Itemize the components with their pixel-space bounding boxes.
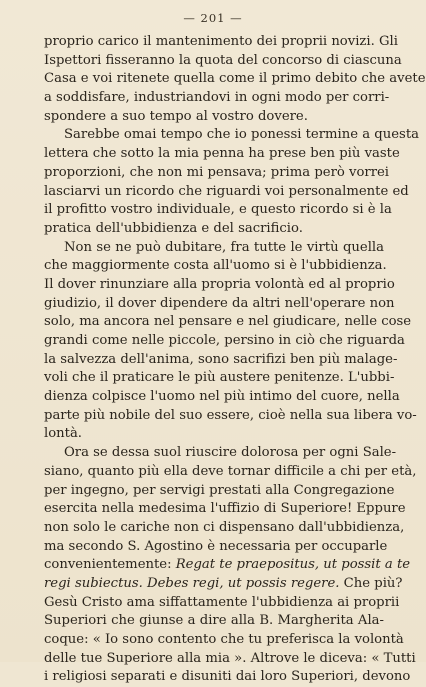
text-segment: Il dover rinunziare alla propria volontà ed al proprio — [44, 276, 395, 292]
text-segment: non solo le cariche non ci dispensano dall'ubbidienza, — [44, 519, 405, 535]
text-line — [44, 500, 406, 519]
text-line — [44, 33, 398, 52]
text-segment: i religiosi separati e disuniti dai loro Superiori, devono — [44, 669, 411, 685]
text-segment: proporzioni, che non mi pensava; prima però vorrei — [44, 164, 390, 180]
text-segment: Non se ne può dubitare, fra tutte le virtù quella — [64, 239, 384, 255]
latin-quote: regi subiectus. Debes regi, ut possis regere. — [44, 575, 340, 591]
latin-quote: Regat te praepositus, ut possit a te — [175, 557, 411, 573]
text-segment: che maggiormente costa all'uomo si è l'ubbidienza. — [44, 258, 387, 274]
text-segment: siano, quanto più ella deve tornar difficile a chi per età, — [44, 463, 417, 479]
text-line — [44, 70, 426, 89]
text-line — [44, 313, 412, 332]
text-line — [44, 538, 388, 557]
text-segment: lettera che sotto la mia penna ha prese ben più vaste — [44, 146, 400, 162]
text-line — [44, 332, 405, 351]
text-line — [44, 108, 384, 127]
text-segment: Sarebbe omai tempo che io ponessi termine a questa — [64, 127, 419, 143]
text-segment: proprio carico il mantenimento dei proprii novizi. Gli — [44, 34, 398, 49]
text-line — [44, 257, 387, 276]
text-segment: la salvezza dell'anima, sono sacrifizi ben più malage- — [44, 351, 398, 367]
text-line — [44, 407, 417, 426]
body-text — [44, 33, 426, 687]
text-segment: parte più nobile del suo essere, cioè nella sua libera vo- — [44, 407, 417, 423]
text-segment: lasciarvi un ricordo che riguardi voi personalmente ed — [44, 183, 409, 199]
text-segment: a soddisfare, industriandovi in ogni modo per corri- — [44, 90, 390, 106]
text-line — [44, 650, 416, 669]
text-line — [44, 369, 395, 388]
text-segment: giudizio, il dover dipendere da altri nell'operare non — [44, 295, 395, 311]
text-line — [44, 239, 384, 258]
text-segment: convenientemente: — [44, 557, 176, 573]
text-line — [44, 612, 384, 631]
text-line — [44, 482, 395, 501]
text-segment: per ingegno, per servigi prestati alla Congregazione — [44, 482, 395, 498]
text-line — [44, 463, 417, 482]
text-line — [44, 183, 409, 202]
text-line — [44, 89, 390, 108]
text-segment: esercita nella medesima l'uffizio di Superiore! Eppure — [44, 501, 406, 517]
text-line — [44, 556, 411, 575]
text-line — [44, 201, 392, 220]
text-segment: delle tue Superiore alla mia ». Altrove le diceva: « Tutti — [44, 650, 416, 666]
text-segment: lontà. — [44, 426, 83, 442]
text-line — [44, 145, 400, 164]
text-segment: grandi come nelle piccole, persino in ciò che riguarda — [44, 333, 405, 348]
text-line — [44, 575, 403, 594]
text-segment: pratica dell'ubbidienza e del sacrificio. — [44, 220, 303, 236]
text-line — [44, 276, 395, 295]
text-segment: ma secondo S. Agostino è necessaria per occuparle — [44, 538, 388, 554]
text-line — [44, 594, 400, 613]
text-segment: Superiori che giunse a dire alla B. Margherita Ala- — [44, 613, 384, 629]
text-segment: Ora se dessa suol riuscire dolorosa per ogni Sale- — [64, 445, 397, 461]
text-line — [44, 425, 384, 444]
text-segment: Che più? — [339, 575, 403, 591]
text-segment: coque: « Io sono contento che tu preferisca la volontà — [44, 632, 404, 647]
text-line — [44, 519, 405, 538]
text-line — [44, 52, 402, 71]
text-segment: solo, ma ancora nel pensare e nel giudicare, nelle cose — [44, 314, 412, 330]
text-line — [44, 220, 384, 239]
text-segment: Gesù Cristo ama siffattamente l'ubbidienza ai proprii — [44, 594, 400, 610]
text-segment: dienza colpisce l'uomo nel più intimo del cuore, nella — [44, 389, 400, 405]
page-number: — 201 — — [183, 11, 243, 25]
text-segment: Casa e voi ritenete quella come il primo debito che avete — [44, 71, 426, 87]
text-segment: voli che il praticare le più austere penitenze. L'ubbi- — [44, 370, 395, 386]
text-line — [44, 668, 411, 687]
text-line — [44, 126, 419, 145]
text-segment: il profitto vostro individuale, e questo ricordo si è la — [44, 202, 392, 218]
text-line — [44, 444, 397, 463]
text-line — [44, 388, 400, 407]
text-segment: Ispettori fisseranno la quota del concorso di ciascuna — [44, 52, 402, 68]
text-line — [44, 164, 390, 183]
text-line — [44, 351, 398, 370]
text-line — [44, 295, 395, 314]
text-segment: spondere a suo tempo al vostro dovere. — [44, 108, 308, 124]
text-line — [44, 631, 404, 650]
